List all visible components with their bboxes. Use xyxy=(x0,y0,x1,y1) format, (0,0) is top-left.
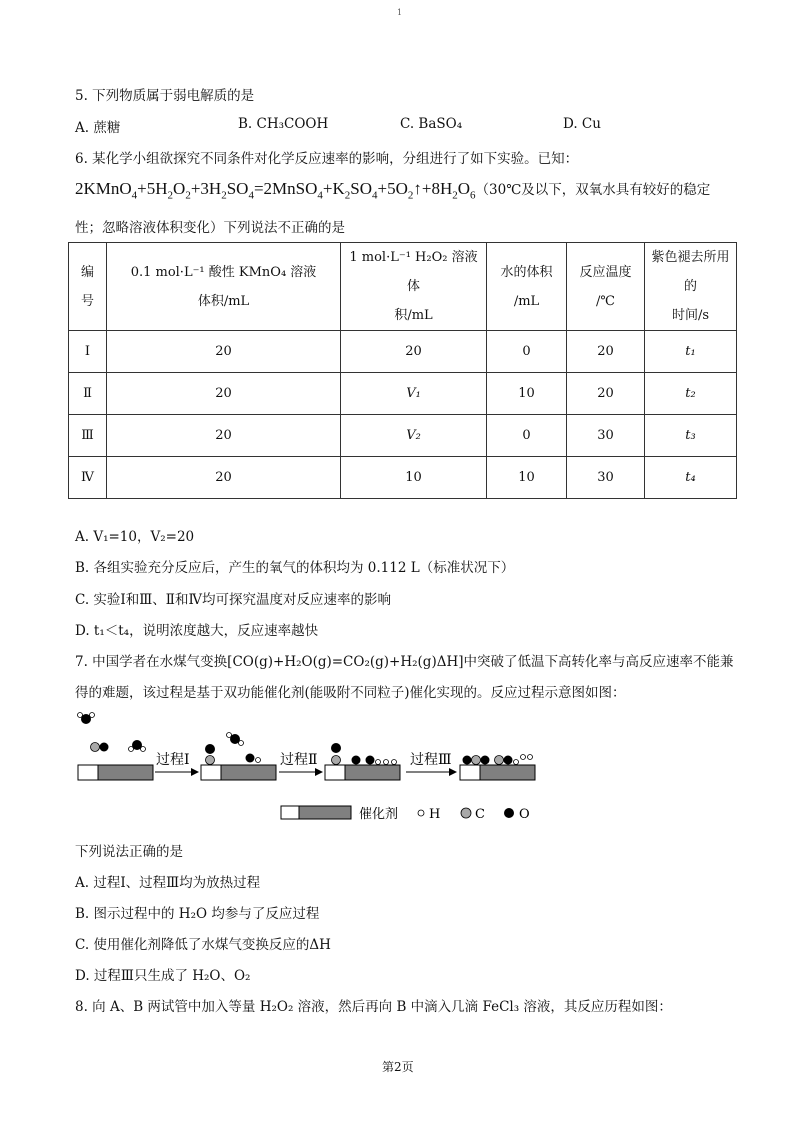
molecules-stage-1 xyxy=(78,713,146,752)
q8-stem: 8. 向 A、B 两试管中加入等量 H₂O₂ 溶液，然后再向 B 中滴入几滴 FeCl₃ 溶液，其反应历程如图： xyxy=(75,999,672,1015)
process-label-3: 过程Ⅲ xyxy=(410,752,452,768)
q5-option-c: C. BaSO₄ xyxy=(400,116,463,132)
legend-c-label: C xyxy=(475,807,485,822)
table-header-cell: 反应温度 /℃ xyxy=(567,243,645,331)
table-header-cell: 水的体积 /mL xyxy=(487,243,567,331)
table-cell: 20 xyxy=(341,331,487,373)
q5-option-d: D. Cu xyxy=(563,116,601,132)
catalyst-block-3 xyxy=(325,765,400,780)
catalyst-block-4 xyxy=(460,765,535,780)
table-cell: 20 xyxy=(567,373,645,415)
table-cell: 0 xyxy=(487,415,567,457)
q5-option-b: B. CH₃COOH xyxy=(238,116,329,132)
q7-stem-line2: 得的难题，该过程是基于双功能催化剂(能吸附不同粒子)催化实现的。反应过程示意图如图： xyxy=(75,685,626,701)
table-cell: V₂ xyxy=(341,415,487,457)
table-cell: 0 xyxy=(487,331,567,373)
table-cell: 20 xyxy=(107,457,341,499)
q6-equation-line xyxy=(75,178,710,201)
table-cell: 20 xyxy=(567,331,645,373)
table-cell: t₂ xyxy=(645,373,737,415)
table-header-cell: 紫色褪去所用的 时间/s xyxy=(645,243,737,331)
table-cell: 20 xyxy=(107,373,341,415)
table-cell: 10 xyxy=(487,457,567,499)
table-cell: Ⅳ xyxy=(69,457,107,499)
table-cell: 10 xyxy=(341,457,487,499)
process-label-1: 过程Ⅰ xyxy=(156,752,190,768)
table-cell: V₁ xyxy=(341,373,487,415)
table-cell: Ⅰ xyxy=(69,331,107,373)
catalyst-block-1 xyxy=(78,765,153,780)
q7-option-a: A. 过程Ⅰ、过程Ⅲ均为放热过程 xyxy=(75,875,261,891)
q6-data-table xyxy=(68,242,737,499)
page-marker: 1 xyxy=(397,8,403,17)
diagram-legend xyxy=(281,806,530,822)
page-footer: 第2页 xyxy=(382,1060,414,1074)
q6-reaction-equation: $2KMnO_4+5H_2O_2+3H_2SO_4=2MnSO_4+K_2SO_4+5O_2↑+8H_2O_6$ xyxy=(75,179,476,202)
catalyst-block-2 xyxy=(201,765,276,780)
legend-o-label: O xyxy=(519,807,530,822)
legend-h-label: H xyxy=(429,807,441,822)
hydrogen-atom-icon xyxy=(418,810,424,816)
q6-option-b: B. 各组实验充分反应后，产生的氧气的体积均为 0.112 L（标准状况下） xyxy=(75,560,515,576)
legend-catalyst-label: 催化剂 xyxy=(359,807,399,822)
q7-prompt: 下列说法正确的是 xyxy=(75,844,183,860)
table-row xyxy=(69,373,737,415)
table-header-row xyxy=(69,243,737,331)
q6-option-c: C. 实验Ⅰ和Ⅲ、Ⅱ和Ⅳ均可探究温度对反应速率的影响 xyxy=(75,592,391,608)
q6-continuation: 性；忽略溶液体积变化）下列说法不正确的是 xyxy=(75,220,345,236)
process-label-2: 过程Ⅱ xyxy=(280,752,318,768)
table-row xyxy=(69,457,737,499)
table-cell: Ⅲ xyxy=(69,415,107,457)
q6-stem: 6. 某化学小组欲探究不同条件对化学反应速率的影响，分组进行了如下实验。已知： xyxy=(75,151,579,167)
table-row xyxy=(69,415,737,457)
q7-reaction-diagram xyxy=(0,700,794,830)
q6-option-d: D. t₁＜t₄，说明浓度越大，反应速率越快 xyxy=(75,623,319,639)
molecules-stage-2 xyxy=(205,733,261,765)
q6-equation-note: （30℃及以下，双氧水具有较好的稳定 xyxy=(475,182,711,198)
molecules-stage-4 xyxy=(463,755,533,765)
carbon-atom-icon xyxy=(461,808,471,818)
table-header-cell: 1 mol·L⁻¹ H₂O₂ 溶液体 积/mL xyxy=(341,243,487,331)
molecules-stage-3 xyxy=(331,743,397,765)
table-cell: 20 xyxy=(107,331,341,373)
table-header-cell: 0.1 mol·L⁻¹ 酸性 KMnO₄ 溶液 体积/mL xyxy=(107,243,341,331)
q6-option-a: A. V₁=10，V₂=20 xyxy=(75,529,195,545)
table-cell: 30 xyxy=(567,415,645,457)
table-cell: 20 xyxy=(107,415,341,457)
q7-option-d: D. 过程Ⅲ只生成了 H₂O、O₂ xyxy=(75,968,251,984)
table-row xyxy=(69,331,737,373)
table-cell: Ⅱ xyxy=(69,373,107,415)
table-cell: t₄ xyxy=(645,457,737,499)
table-header-cell: 编 号 xyxy=(69,243,107,331)
q7-stem-line1: 7. 中国学者在水煤气变换[CO(g)+H₂O(g)=CO₂(g)+H₂(g)ΔH]中突破了低温下高转化率与高反应速率不能兼 xyxy=(75,654,734,670)
oxygen-atom-icon xyxy=(504,808,514,818)
q5-stem: 5. 下列物质属于弱电解质的是 xyxy=(75,88,255,104)
q7-option-c: C. 使用催化剂降低了水煤气变换反应的ΔH xyxy=(75,937,331,953)
table-cell: t₁ xyxy=(645,331,737,373)
table-cell: 30 xyxy=(567,457,645,499)
table-cell: t₃ xyxy=(645,415,737,457)
q7-option-b: B. 图示过程中的 H₂O 均参与了反应过程 xyxy=(75,906,320,922)
table-cell: 10 xyxy=(487,373,567,415)
q5-option-a: A. 蔗糖 xyxy=(75,120,121,136)
